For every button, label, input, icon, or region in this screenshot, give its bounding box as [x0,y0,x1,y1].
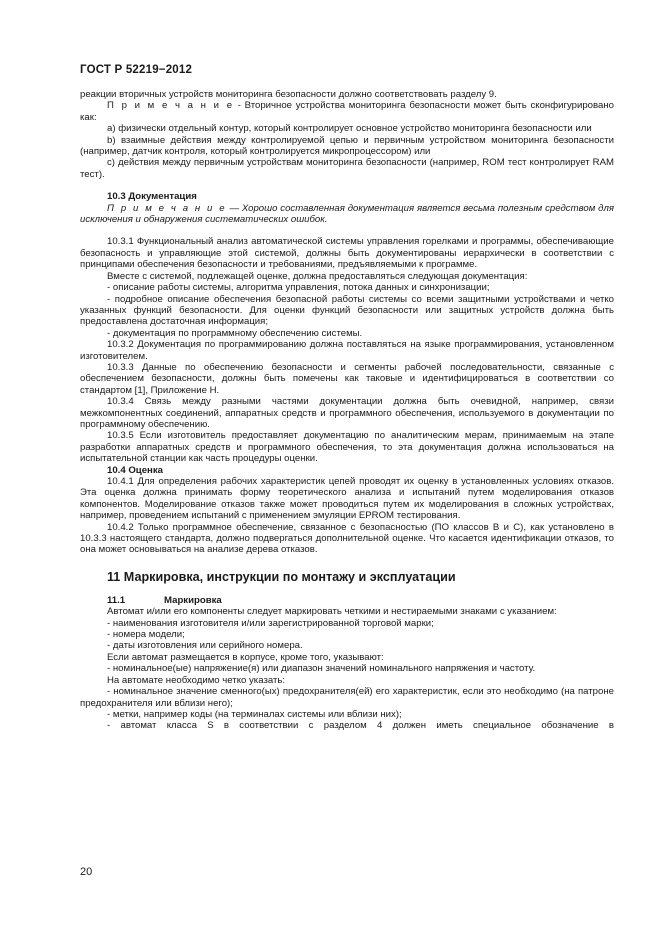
note-text: - Вторичное устройства мониторинга безопасности может быть сконфигурировано как: [80,100,614,123]
list-item: - номинальное(ые) напряжение(я) или диапазон значений номинального напряжения и частоту. [107,663,536,675]
page-number: 20 [80,866,93,878]
paragraph-10-3-2: 10.3.2 Документация по программированию должна поставляться на языке программирования, установленном изготовителем. [80,339,614,362]
paragraph-10-3-1: 10.3.1 Функциональный анализ автоматической системы управления горелками и программы, обеспечивающие безопасность и управляющие этой системой, должны быть документированы иерархически в соответствии с принципами обеспечения безопасности и требованиями, предъявляемыми к программе. [80,236,614,271]
list-item: - номинальное значение сменного(ых) предохранителя(ей) его характеристик, если это необходимо (на патроне предохранителя или вблизи него); [80,686,614,709]
note-paragraph [80,100,614,123]
list-item: - метки, например коды (на терминалах системы или вблизи них); [107,708,402,720]
list-item: - даты изготовления или серийного номера. [107,640,303,652]
paragraph: На автомате необходимо четко указать: [107,674,286,686]
paragraph-10-4-2: 10.4.2 Только программное обеспечение, связанное с безопасностью (ПО классов В и С), как установлено в 10.3.3 настоящего стандарта, должно подвергаться дополнительной оценке. Что касается идентификации отказов, то она может основываться на анализе дерева отказов. [80,521,614,556]
section-number: 11.1 [107,594,126,606]
note-label: П р и м е ч а н и е [107,202,227,214]
paragraph-10-4-1: 10.4.1 Для определения рабочих характеристик цепей проводят их оценку в установленных условиях отказов. Эта оценка должна принимать форму теоретического анализа и испытаний путем моделирования отказов компонентов. Моделирование отказов также может проводиться путем их моделирования в сложных устройствах, например, проведением испытаний с применением эмуляции EPROM тестирования. [80,476,614,522]
list-item: - автомат класса S в соответствии с разделом 4 должен иметь специальное обозначение в [107,720,614,732]
note-text: — Хорошо составленная документация является весьма полезным средством для исключения и обнаружения систематических ошибок. [80,202,614,226]
list-item: - номера модели; [107,629,185,641]
document-header: ГОСТ Р 52219−2012 [80,64,193,76]
section-title: Маркировка [164,594,222,606]
paragraph-10-3-5: 10.3.5 Если изготовитель предоставляет документацию по аналитическим мерам, принимаемым на этапе разработки аппаратных средств и программного обеспечения, то эта документация должна использоваться на испытательной станции как часть процедуры оценки. [80,430,614,465]
section-heading-10-4: 10.4 Оценка [107,464,163,476]
note-label: П р и м е ч а н и е [107,100,235,112]
list-item: - документация по программному обеспечению системы. [107,327,363,339]
note-item-c: с) действия между первичным устройствам мониторинга безопасности (например, ROM тест контролирует RAM тест). [80,157,614,180]
section-heading-11: 11 Маркировка, инструкции по монтажу и эксплуатации [107,569,456,584]
section-heading-11-1 [107,595,614,606]
section-heading-10-3: 10.3 Документация [107,191,197,203]
list-item: - подробное описание обеспечения безопасной работы системы со всеми защитными устройствами и четко указанных функций безопасности. Для оценки функций безопасности или защитных устройств должна быть предоставлена достаточная информация; [80,293,614,328]
document-body [80,89,614,732]
paragraph: Если автомат размещается в корпусе, кроме того, указывают: [107,651,384,663]
note-paragraph [80,203,614,226]
list-item: - описание работы системы, алгоритма управления, потока данных и синхронизации; [107,282,490,294]
paragraph: Вместе с системой, подлежащей оценке, должна предоставляться следующая документация: [107,270,528,282]
paragraph: Автомат и/или его компоненты следует маркировать четкими и нестираемыми знаками с указанием: [107,606,557,618]
paragraph-10-3-3: 10.3.3 Данные по обеспечению безопасности и сегменты рабочей последовательности, связанные с обеспечением безопасности, должны быть помечены как таковые и идентифицироваться в соответствии со стандартом [1], Приложение Н. [80,361,614,396]
note-item-a: а) физически отдельный контур, который контролирует основное устройство мониторинга безопасности или [107,123,592,135]
list-item: - наименования изготовителя и/или зарегистрированной торговой марки; [107,617,434,629]
paragraph-10-3-4: 10.3.4 Связь между разными частями документации должна быть очевидной, например, связи межкомпонентных соединений, аппаратных средств и программного обеспечения, используемого в документации по программному обеспечению. [80,396,614,430]
note-item-b: b) взаимные действия между контролируемой цепью и первичным устройством мониторинга безопасности (например, датчик контроля, который контролируется микропроцессором) или [80,134,614,158]
paragraph: реакции вторичных устройств мониторинга безопасности должно соответствовать разделу 9. [80,89,497,100]
